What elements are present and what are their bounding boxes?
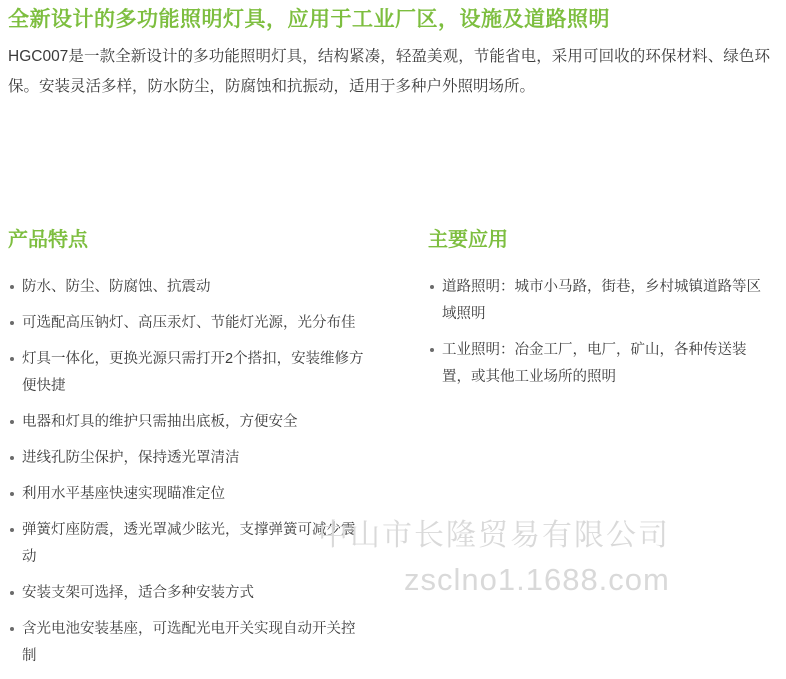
page-title: 全新设计的多功能照明灯具，应用于工业厂区，设施及道路照明 (8, 8, 610, 31)
list-item: 可选配高压钠灯、高压汞灯、节能灯光源，光分布佳 (8, 310, 368, 337)
list-item: 灯具一体化，更换光源只需打开2个搭扣，安装维修方便快捷 (8, 346, 368, 400)
list-item: 进线孔防尘保护，保持透光罩清洁 (8, 445, 368, 472)
list-item: 道路照明：城市小马路，街巷，乡村城镇道路等区域照明 (428, 274, 774, 328)
features-heading: 产品特点 (8, 229, 88, 251)
applications-heading: 主要应用 (428, 229, 508, 251)
features-section (8, 228, 368, 679)
features-list (8, 274, 368, 670)
list-item: 电器和灯具的维护只需抽出底板，方便安全 (8, 409, 368, 436)
list-item: 工业照明：冶金工厂，电厂，矿山，各种传送装置，或其他工业场所的照明 (428, 337, 774, 391)
list-item: 弹簧灯座防震，透光罩减少眩光，支撑弹簧可减少震动 (8, 517, 368, 571)
watermark-url: zsclno1.1688.com (404, 562, 670, 597)
applications-list (428, 274, 774, 391)
watermark-company: 中山市长隆贸易有限公司 (318, 519, 670, 552)
list-item: 防水、防尘、防腐蚀、抗震动 (8, 274, 368, 301)
applications-section (428, 228, 774, 400)
intro-paragraph: HGC007是一款全新设计的多功能照明灯具，结构紧凑，轻盈美观，节能省电，采用可回收的环保材料、绿色环保。安装灵活多样，防水防尘，防腐蚀和抗振动，适用于多种户外照明场所。 (8, 48, 770, 95)
list-item: 利用水平基座快速实现瞄准定位 (8, 481, 368, 508)
list-item: 安装支架可选择，适合多种安装方式 (8, 580, 368, 607)
list-item: 含光电池安装基座，可选配光电开关实现自动开关控制 (8, 616, 368, 670)
